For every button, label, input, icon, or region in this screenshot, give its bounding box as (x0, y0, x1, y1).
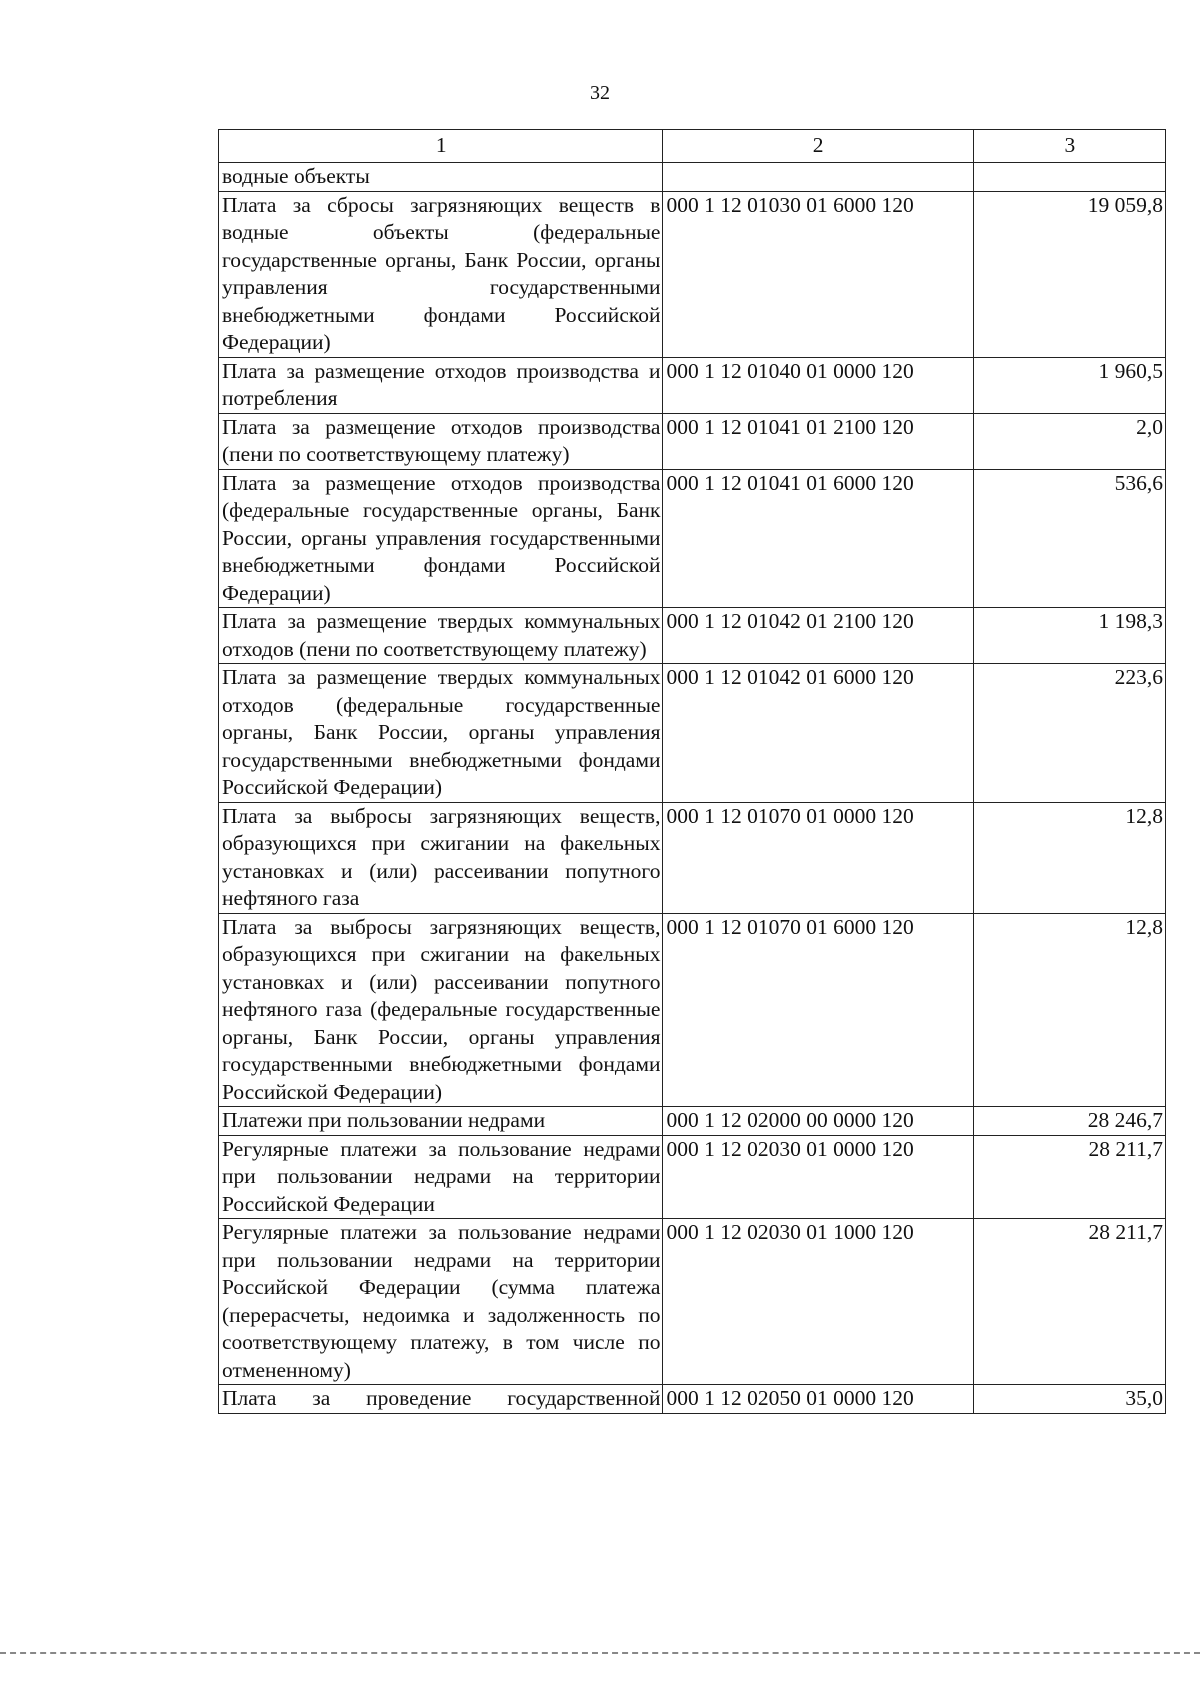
amount: 28 211,7 (973, 1135, 1165, 1219)
amount: 1 198,3 (973, 608, 1165, 664)
amount: 2,0 (973, 413, 1165, 469)
table-row (219, 608, 1166, 664)
revenue-name: Плата за выбросы загрязняющих веществ, образующихся при сжигании на факельных установках и (или) рассеивании попутного нефтяного газа (федеральные государственные органы, Банк России, органы управления государственными внебюджетными фондами Российской Федерации) (219, 913, 663, 1107)
budget-classification-code: 000 1 12 01042 01 2100 120 (663, 608, 973, 664)
budget-classification-code (663, 163, 973, 192)
budget-classification-code: 000 1 12 01070 01 6000 120 (663, 913, 973, 1107)
budget-classification-code: 000 1 12 02050 01 0000 120 (663, 1385, 973, 1414)
column-header-1: 1 (219, 130, 663, 163)
table-row (219, 413, 1166, 469)
table-row (219, 664, 1166, 803)
table-row (219, 1107, 1166, 1136)
amount (973, 163, 1165, 192)
page-bottom-edge (0, 1652, 1200, 1654)
revenue-name: Регулярные платежи за пользование недрами при пользовании недрами на территории Российской Федерации (219, 1135, 663, 1219)
budget-classification-code: 000 1 12 02030 01 0000 120 (663, 1135, 973, 1219)
column-header-2: 2 (663, 130, 973, 163)
table-row (219, 357, 1166, 413)
table-row (219, 913, 1166, 1107)
budget-classification-code: 000 1 12 01041 01 2100 120 (663, 413, 973, 469)
budget-classification-code: 000 1 12 01042 01 6000 120 (663, 664, 973, 803)
revenue-name: водные объекты (219, 163, 663, 192)
table-row (219, 191, 1166, 357)
table-row (219, 1219, 1166, 1385)
revenue-name: Плата за проведение государственной (219, 1385, 663, 1414)
column-header-3: 3 (973, 130, 1165, 163)
budget-revenue-table (218, 129, 1166, 1414)
amount: 223,6 (973, 664, 1165, 803)
budget-classification-code: 000 1 12 01070 01 0000 120 (663, 802, 973, 913)
table-row (219, 1135, 1166, 1219)
table-row (219, 1385, 1166, 1414)
amount: 1 960,5 (973, 357, 1165, 413)
budget-classification-code: 000 1 12 01041 01 6000 120 (663, 469, 973, 608)
amount: 35,0 (973, 1385, 1165, 1414)
page-number: 32 (590, 82, 610, 104)
budget-classification-code: 000 1 12 02000 00 0000 120 (663, 1107, 973, 1136)
amount: 19 059,8 (973, 191, 1165, 357)
table-row (219, 469, 1166, 608)
budget-classification-code: 000 1 12 02030 01 1000 120 (663, 1219, 973, 1385)
revenue-name: Плата за размещение твердых коммунальных отходов (федеральные государственные органы, Банк России, органы управления государственными внебюджетными фондами Российской Федерации) (219, 664, 663, 803)
amount: 536,6 (973, 469, 1165, 608)
revenue-name: Плата за выбросы загрязняющих веществ, образующихся при сжигании на факельных установках и (или) рассеивании попутного нефтяного газа (219, 802, 663, 913)
table-row (219, 802, 1166, 913)
amount: 28 211,7 (973, 1219, 1165, 1385)
revenue-name: Плата за размещение отходов производства и потребления (219, 357, 663, 413)
amount: 12,8 (973, 913, 1165, 1107)
revenue-name: Плата за размещение отходов производства (федеральные государственные органы, Банк России, органы управления государственными внебюджетными фондами Российской Федерации) (219, 469, 663, 608)
revenue-name: Плата за размещение отходов производства (пени по соответствующему платежу) (219, 413, 663, 469)
revenue-name: Плата за сбросы загрязняющих веществ в водные объекты (федеральные государственные органы, Банк России, органы управления государственными внебюджетными фондами Российской Федерации) (219, 191, 663, 357)
table-header-row (219, 130, 1166, 163)
revenue-name: Плата за размещение твердых коммунальных отходов (пени по соответствующему платежу) (219, 608, 663, 664)
revenue-name: Регулярные платежи за пользование недрами при пользовании недрами на территории Российской Федерации (сумма платежа (перерасчеты, недоимка и задолженность по соответствующему платежу, в том числе по отмененному) (219, 1219, 663, 1385)
amount: 28 246,7 (973, 1107, 1165, 1136)
table-row (219, 163, 1166, 192)
revenue-name: Платежи при пользовании недрами (219, 1107, 663, 1136)
budget-classification-code: 000 1 12 01030 01 6000 120 (663, 191, 973, 357)
amount: 12,8 (973, 802, 1165, 913)
budget-classification-code: 000 1 12 01040 01 0000 120 (663, 357, 973, 413)
